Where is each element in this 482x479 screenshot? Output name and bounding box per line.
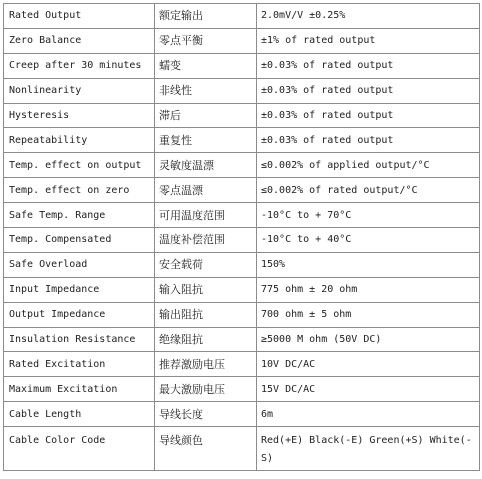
spec-value: ≤0.002% of applied output/°C xyxy=(257,153,480,178)
table-row xyxy=(4,203,480,228)
spec-name-en: Repeatability xyxy=(4,128,155,153)
spec-name-en: Temp. effect on output xyxy=(4,153,155,178)
spec-name-cn: 温度补偿范围 xyxy=(155,228,257,253)
spec-value: ±1% of rated output xyxy=(257,28,480,53)
table-row xyxy=(4,28,480,53)
spec-value: ±0.03% of rated output xyxy=(257,103,480,128)
table-row xyxy=(4,352,480,377)
spec-name-cn: 输出阻抗 xyxy=(155,302,257,327)
spec-value: -10°C to + 70°C xyxy=(257,203,480,228)
spec-name-en: Output Impedance xyxy=(4,302,155,327)
spec-value: 10V DC/AC xyxy=(257,352,480,377)
table-row xyxy=(4,327,480,352)
spec-name-en: Safe Overload xyxy=(4,252,155,277)
spec-name-cn: 蠕变 xyxy=(155,53,257,78)
spec-value: 2.0mV/V ±0.25% xyxy=(257,4,480,29)
spec-value: ±0.03% of rated output xyxy=(257,128,480,153)
spec-name-en: Creep after 30 minutes xyxy=(4,53,155,78)
spec-value: ±0.03% of rated output xyxy=(257,78,480,103)
spec-name-cn: 导线长度 xyxy=(155,402,257,427)
spec-value: 6m xyxy=(257,402,480,427)
spec-name-cn: 推荐激励电压 xyxy=(155,352,257,377)
spec-value: 150% xyxy=(257,252,480,277)
spec-name-cn: 最大激励电压 xyxy=(155,377,257,402)
spec-name-cn: 导线颜色 xyxy=(155,427,257,471)
spec-name-en: Maximum Excitation xyxy=(4,377,155,402)
table-row xyxy=(4,78,480,103)
spec-name-en: Hysteresis xyxy=(4,103,155,128)
table-row xyxy=(4,53,480,78)
table-row xyxy=(4,427,480,471)
spec-name-cn: 额定输出 xyxy=(155,4,257,29)
spec-value: -10°C to + 40°C xyxy=(257,228,480,253)
spec-name-en: Safe Temp. Range xyxy=(4,203,155,228)
spec-name-en: Temp. effect on zero xyxy=(4,178,155,203)
spec-name-cn: 零点温漂 xyxy=(155,178,257,203)
table-row xyxy=(4,402,480,427)
spec-value: ±0.03% of rated output xyxy=(257,53,480,78)
spec-name-cn: 可用温度范围 xyxy=(155,203,257,228)
table-row xyxy=(4,302,480,327)
spec-value: 15V DC/AC xyxy=(257,377,480,402)
spec-name-cn: 非线性 xyxy=(155,78,257,103)
spec-name-en: Input Impedance xyxy=(4,277,155,302)
table-row xyxy=(4,277,480,302)
table-row xyxy=(4,377,480,402)
spec-name-en: Insulation Resistance xyxy=(4,327,155,352)
table-row xyxy=(4,153,480,178)
table-row xyxy=(4,4,480,29)
spec-name-cn: 灵敏度温漂 xyxy=(155,153,257,178)
spec-value: 775 ohm ± 20 ohm xyxy=(257,277,480,302)
spec-value: ≤0.002% of rated output/°C xyxy=(257,178,480,203)
table-row xyxy=(4,128,480,153)
spec-name-en: Cable Color Code xyxy=(4,427,155,471)
spec-name-en: Temp. Compensated xyxy=(4,228,155,253)
spec-name-cn: 绝缘阻抗 xyxy=(155,327,257,352)
spec-name-en: Cable Length xyxy=(4,402,155,427)
spec-table xyxy=(3,3,480,471)
spec-name-cn: 零点平衡 xyxy=(155,28,257,53)
spec-value: ≥5000 M ohm (50V DC) xyxy=(257,327,480,352)
table-row xyxy=(4,103,480,128)
spec-name-en: Zero Balance xyxy=(4,28,155,53)
table-row xyxy=(4,178,480,203)
spec-value: 700 ohm ± 5 ohm xyxy=(257,302,480,327)
spec-name-cn: 滞后 xyxy=(155,103,257,128)
spec-name-en: Rated Excitation xyxy=(4,352,155,377)
spec-value: Red(+E) Black(-E) Green(+S) White(-S) xyxy=(257,427,480,471)
table-row xyxy=(4,252,480,277)
spec-name-cn: 重复性 xyxy=(155,128,257,153)
spec-name-en: Nonlinearity xyxy=(4,78,155,103)
spec-name-en: Rated Output xyxy=(4,4,155,29)
spec-name-cn: 输入阻抗 xyxy=(155,277,257,302)
table-row xyxy=(4,228,480,253)
spec-name-cn: 安全载荷 xyxy=(155,252,257,277)
